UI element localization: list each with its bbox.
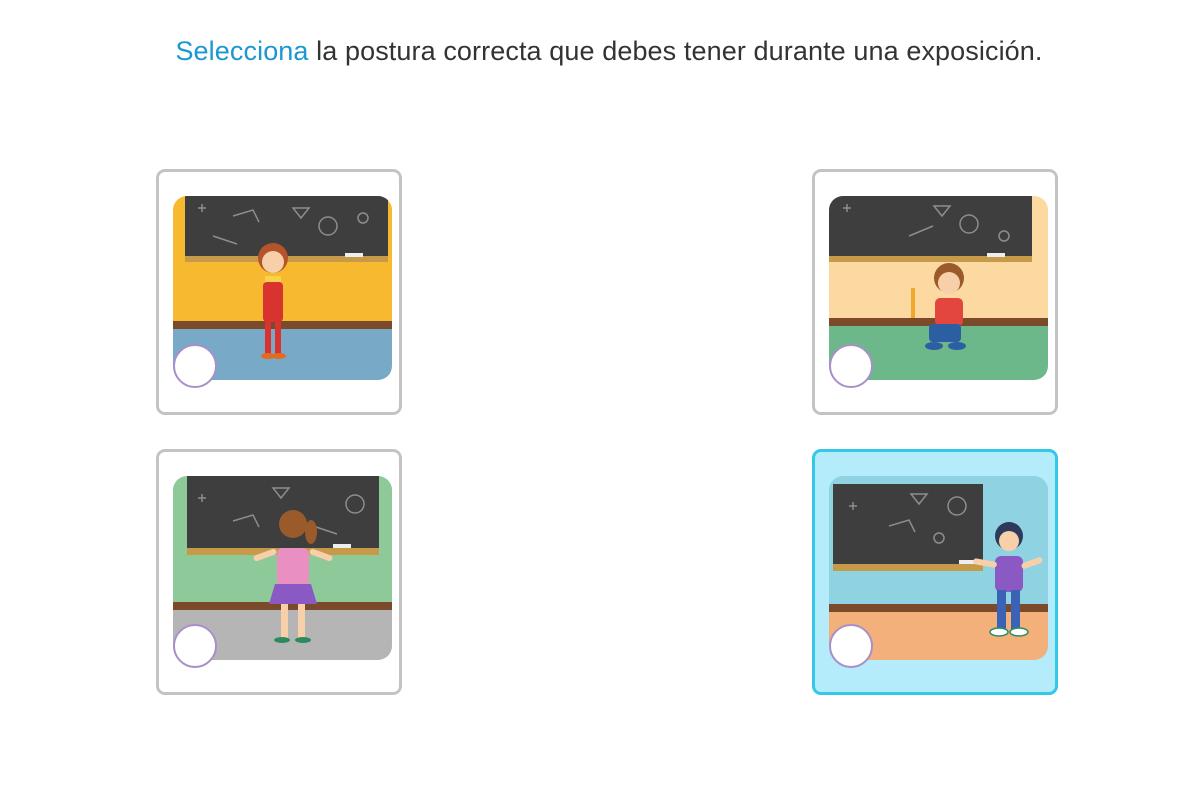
option-radio-3[interactable] xyxy=(173,624,217,668)
option-radio-2[interactable] xyxy=(829,344,873,388)
instruction-verb: Selecciona xyxy=(175,36,309,66)
option-card-2[interactable] xyxy=(812,169,1058,415)
option-radio-1[interactable] xyxy=(173,344,217,388)
instruction-rest: la postura correcta que debes tener durante una exposición. xyxy=(308,36,1043,66)
option-card-3[interactable] xyxy=(156,449,402,695)
option-card-4[interactable] xyxy=(812,449,1058,695)
option-radio-4[interactable] xyxy=(829,624,873,668)
instruction-text xyxy=(0,36,1183,67)
option-card-1[interactable] xyxy=(156,169,402,415)
